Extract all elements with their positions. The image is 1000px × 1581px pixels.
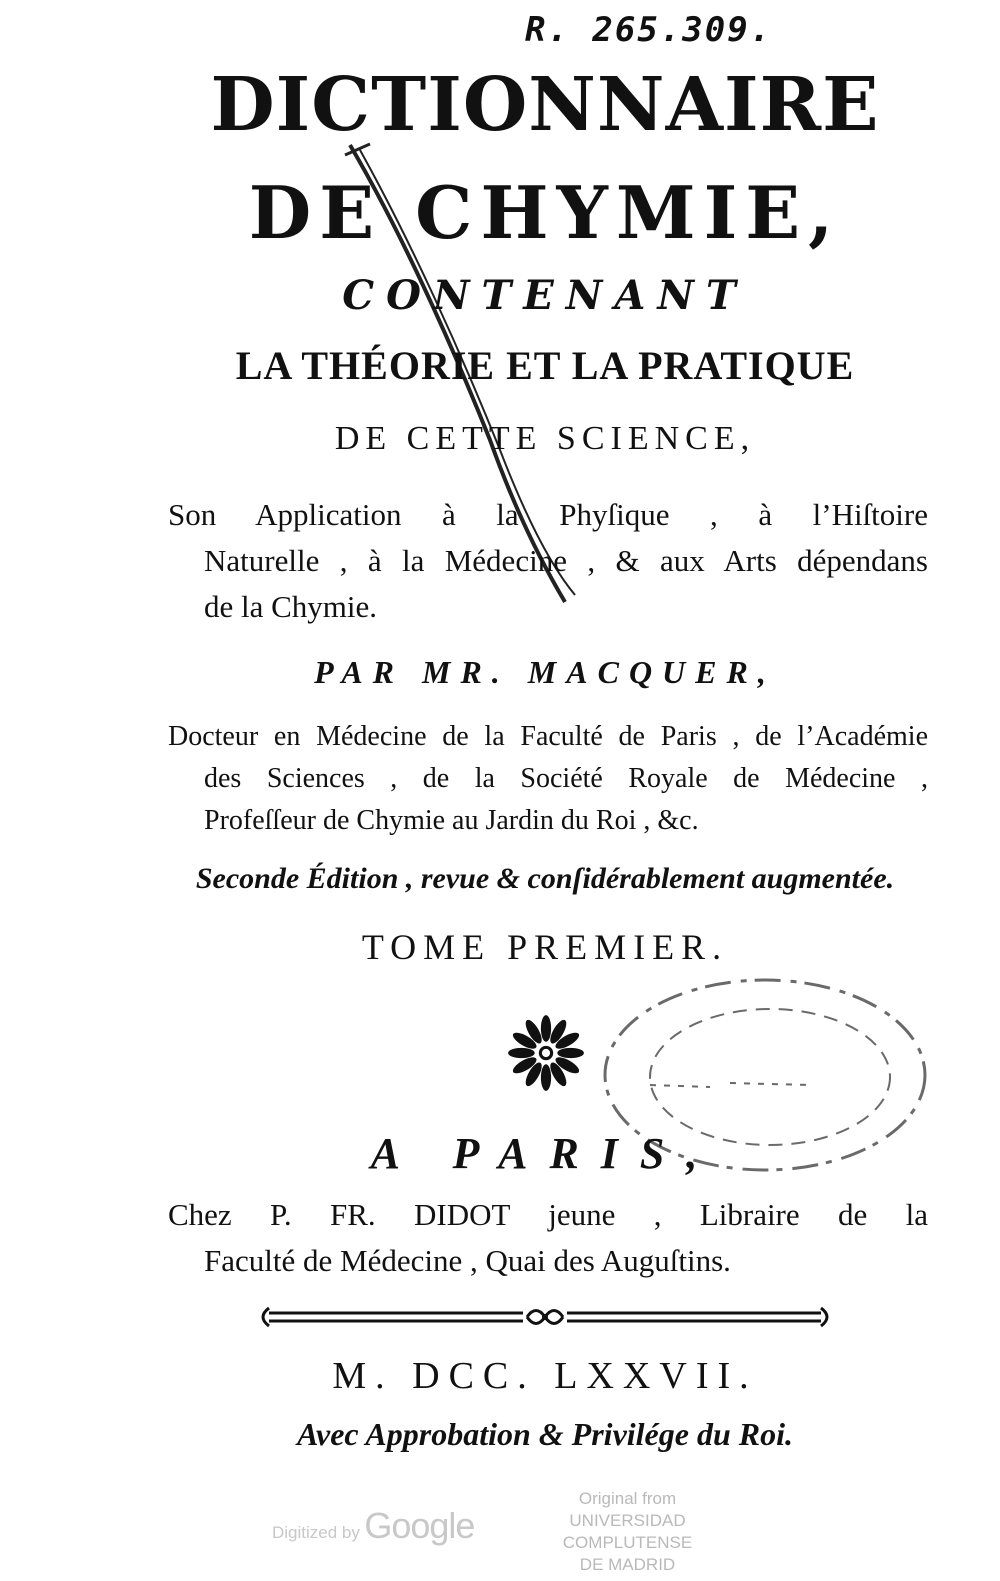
digitized-by-text: Digitized by <box>272 1523 360 1542</box>
application-line-3: de la Chymie. <box>204 589 378 624</box>
contenant-heading: CONTENANT <box>342 272 748 319</box>
application-paragraph <box>168 492 928 630</box>
institution-line-1: UNIVERSIDAD COMPLUTENSE <box>562 1511 693 1552</box>
institution-line-2: DE MADRID <box>579 1555 676 1574</box>
original-source-watermark <box>520 1488 735 1576</box>
publisher-line-2: Faculté de Médecine , Quai des Auguſtins. <box>204 1243 731 1278</box>
author-byline: PAR MR. MACQUER, <box>314 654 776 690</box>
credentials-line-2: des Sciences , de la Société Royale de Médecine , <box>204 763 928 794</box>
publisher-line-1: Chez P. FR. DIDOT jeune , Libraire de la <box>168 1197 928 1232</box>
title-line-1: DICTIONNAIRE <box>210 62 880 148</box>
title-line-2: DE CHYMIE, <box>248 170 842 255</box>
application-line-1: Son Application à la Phyſique , à l’Hiſtoire <box>168 497 928 532</box>
application-line-2: Naturelle , à la Médecine , & aux Arts dépendans <box>204 543 928 578</box>
privilege-statement: Avec Approbation & Privilége du Roi. <box>297 1416 793 1452</box>
subtitle-line-1: LA THÉORIE ET LA PRATIQUE <box>235 343 855 388</box>
ornamental-rule <box>255 1300 835 1334</box>
digitized-by-watermark <box>272 1505 474 1547</box>
credentials-line-3: Profeſſeur de Chymie au Jardin du Roi , &c. <box>204 805 699 836</box>
credentials-line-1: Docteur en Médecine de la Faculté de Paris , de l’Académie <box>168 721 928 752</box>
google-logo: Google <box>364 1505 475 1546</box>
imprint-publisher <box>168 1192 928 1284</box>
floral-rosette-icon <box>505 1012 587 1094</box>
original-from-text: Original from <box>578 1489 677 1508</box>
volume-label: TOME PREMIER. <box>361 927 729 967</box>
subtitle-line-2: DE CETTE SCIENCE, <box>334 420 756 457</box>
author-credentials <box>168 716 928 842</box>
shelfmark-annotation: R. 265.309. <box>525 10 773 50</box>
imprint-place: A PARIS, <box>370 1129 720 1178</box>
publication-date: M. DCC. LXXVII. <box>332 1355 758 1397</box>
edition-statement: Seconde Édition , revue & conſidérablement augmentée. <box>195 862 895 895</box>
